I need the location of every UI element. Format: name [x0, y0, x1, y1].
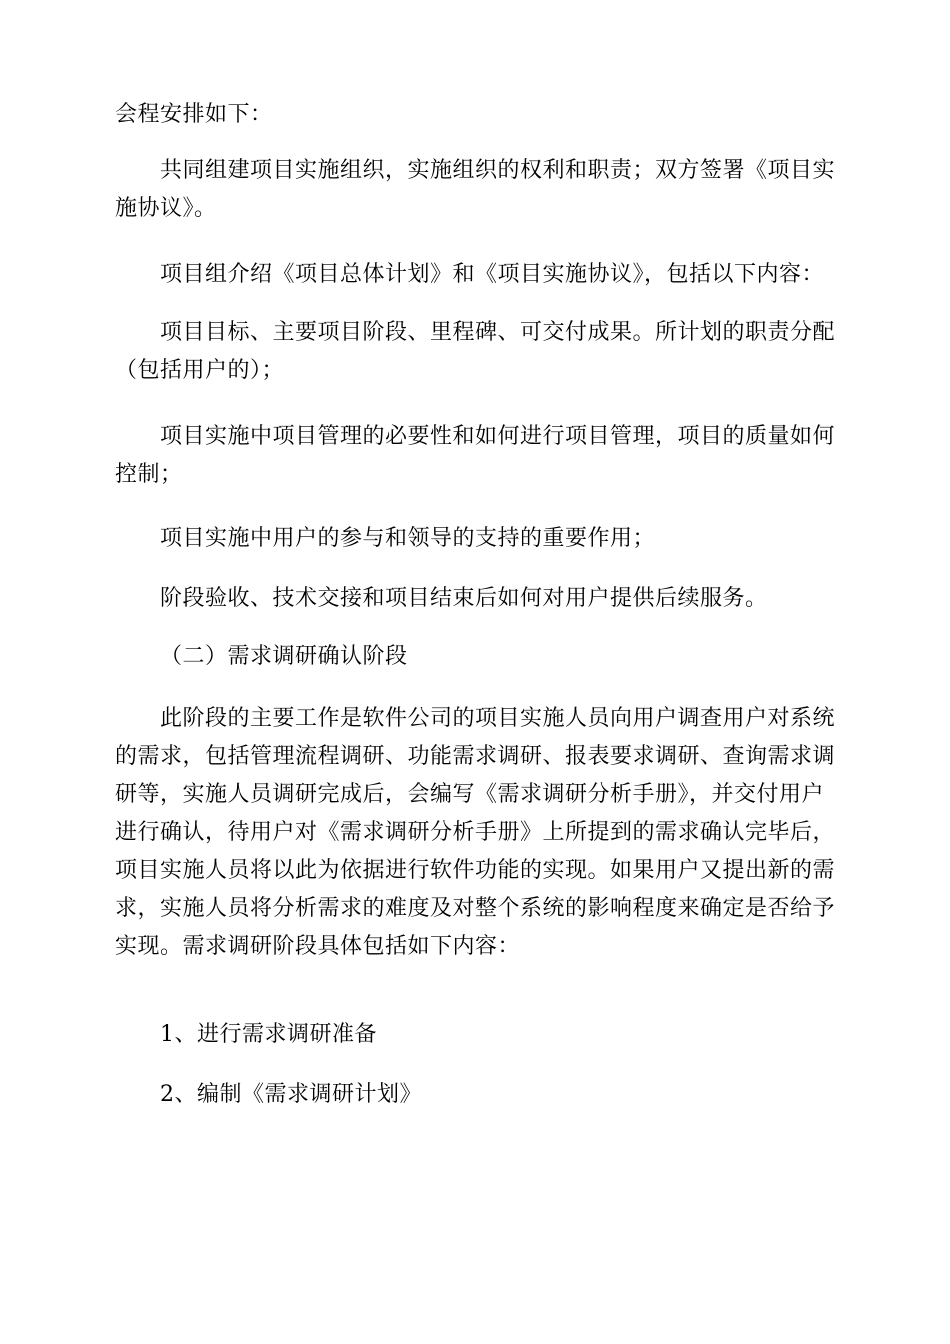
text-line: 项目实施中用户的参与和领导的支持的重要作用； — [160, 526, 656, 551]
text-line: 的需求，包括管理流程调研、功能需求调研、报表要求调研、查询需求调 — [115, 744, 836, 769]
text-line: 会程安排如下： — [115, 102, 273, 127]
text-line: 项目实施中项目管理的必要性和如何进行项目管理，项目的质量如何 — [160, 424, 836, 449]
text-line: 此阶段的主要工作是软件公司的项目实施人员向用户调查用户对系统 — [160, 706, 836, 731]
text-line: 2、编制《需求调研计划》 — [160, 1082, 422, 1107]
text-line: 控制； — [115, 462, 183, 487]
text-line: 施协议》。 — [115, 196, 217, 221]
paragraph-user-participation — [115, 520, 835, 558]
text-line: 阶段验收、技术交接和项目结束后如何对用户提供后续服务。 — [160, 586, 768, 611]
text-line: 共同组建项目实施组织，实施组织的权利和职责；双方签署《项目实 — [160, 158, 836, 183]
paragraph-meeting-schedule — [115, 96, 835, 134]
list-item-prepare-research — [115, 1016, 835, 1054]
paragraph-acceptance — [115, 580, 835, 618]
section-heading-requirements — [115, 638, 835, 676]
text-line: 项目组介绍《项目总体计划》和《项目实施协议》，包括以下内容： — [160, 262, 825, 287]
text-line: （二）需求调研确认阶段 — [160, 644, 408, 669]
paragraph-requirements-stage — [115, 700, 835, 966]
text-line: 求，实施人员将分析需求的难度及对整个系统的影响程度来确定是否给予 — [115, 896, 836, 921]
text-line: 进行确认，待用户对《需求调研分析手册》上所提到的需求确认完毕后， — [115, 820, 836, 845]
paragraph-project-goals — [115, 314, 835, 390]
paragraph-project-management — [115, 418, 835, 494]
list-item-research-plan — [115, 1076, 835, 1114]
text-line: 项目实施人员将以此为依据进行软件功能的实现。如果用户又提出新的需 — [115, 858, 836, 883]
text-line: （包括用户的）； — [115, 358, 285, 383]
text-line: 研等，实施人员调研完成后，会编写《需求调研分析手册》，并交付用户 — [115, 782, 825, 807]
text-line: 1、进行需求调研准备 — [160, 1022, 377, 1047]
paragraph-plan-intro — [115, 256, 835, 294]
paragraph-organization — [115, 152, 835, 228]
text-line: 实现。需求调研阶段具体包括如下内容： — [115, 934, 521, 959]
text-line: 项目目标、主要项目阶段、里程碑、可交付成果。所计划的职责分配 — [160, 320, 836, 345]
